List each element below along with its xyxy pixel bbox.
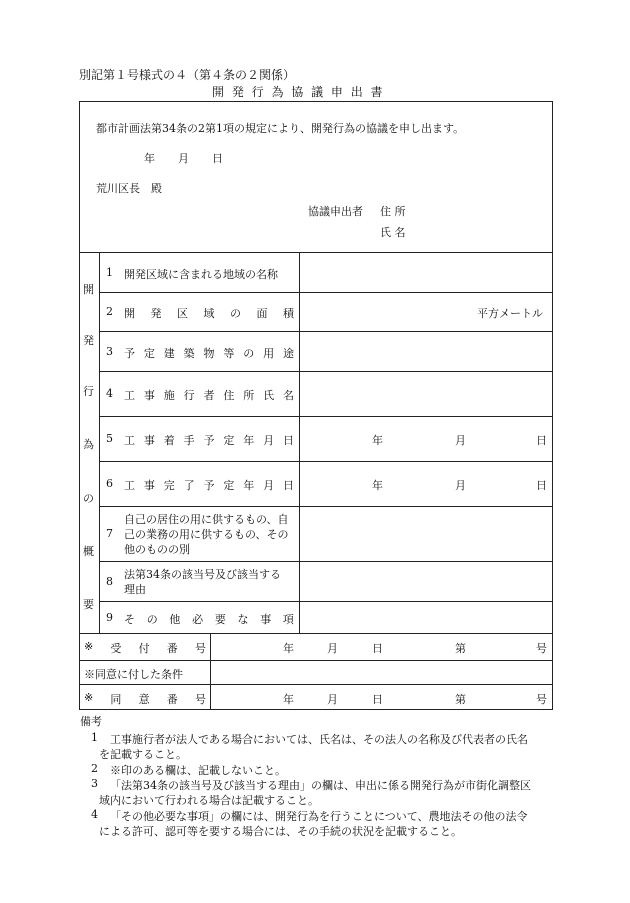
note-line: 工事施行者が法人である場合においては、氏名は、その法人の名称及び代表者の氏名 (110, 733, 528, 746)
consent-year: 年 (283, 693, 294, 706)
row-label-line: 法第34条の該当号及び該当する (124, 568, 281, 581)
consent-day: 日 (372, 693, 383, 706)
start-year: 年 (372, 434, 383, 447)
receipt-day: 日 (372, 642, 383, 655)
row-number: 6 (106, 477, 113, 490)
start-day: 日 (536, 434, 547, 447)
row-label-building-use: 予 定 建 築 物 等 の 用 途 (124, 347, 294, 360)
area-unit: 平方メートル (477, 307, 543, 320)
row-number: 4 (106, 387, 113, 400)
receipt-no: 第 (455, 642, 466, 655)
note-number: 1 (91, 731, 98, 744)
row-label-completion-date: 工 事 完 了 予 定 年 月 日 (124, 479, 294, 492)
side-label-char: の (83, 492, 94, 505)
statement-body: 都市計画法第34条の2第1項の規定により、開発行為の協議を申し出ます。 (96, 122, 465, 135)
row-number: 3 (106, 345, 113, 358)
note-line: 域内において行われる場合は記載すること。 (99, 794, 319, 807)
row-number: 7 (106, 527, 113, 540)
note-line: を記載すること。 (99, 748, 187, 761)
completion-day: 日 (536, 479, 547, 492)
form-reference: 別記第１号様式の４（第４条の２関係） (79, 68, 296, 82)
date-year: 年 (144, 152, 155, 165)
note-line: による許可、認可等を要する場合には、その手続の状況を記載すること。 (99, 825, 462, 838)
consent-go: 号 (536, 693, 547, 706)
note-line: 「その他必要な事項」の欄には、開発行為を行うことについて、農地法その他の法令 (110, 810, 528, 823)
note-number: 3 (91, 777, 98, 790)
row-label-contractor: 工 事 施 行 者 住 所 氏 名 (124, 389, 294, 402)
row-number: 8 (106, 575, 113, 588)
side-label-char: 開 (83, 283, 94, 296)
date-month: 月 (178, 152, 189, 165)
applicant-label: 協議申出者 (308, 205, 363, 218)
note-line: ※印のある欄は、記載しないこと。 (110, 764, 286, 777)
consent-number-label: ※ 同 意 番 号 (84, 691, 206, 706)
consent-no: 第 (455, 693, 466, 706)
addressee: 荒川区長 殿 (96, 182, 162, 195)
row-label-line: 理由 (124, 583, 146, 596)
row-number: 1 (106, 266, 113, 279)
notes-heading: 備考 (80, 715, 102, 728)
start-month: 月 (455, 434, 466, 447)
side-label-char: 為 (83, 438, 94, 451)
row-label-area-size: 開 発 区 域 の 面 積 (124, 307, 294, 320)
row-number: 9 (106, 611, 113, 624)
row-label-other: そ の 他 必 要 な 事 項 (124, 613, 294, 626)
row-label-line: 己の業務の用に供するもの、その (124, 528, 289, 541)
row-label-line: 他のものの別 (124, 543, 190, 556)
side-label-char: 行 (83, 385, 94, 398)
consent-condition-label: ※同意に付した条件 (84, 668, 183, 681)
address-label: 住 所 (380, 205, 406, 218)
consent-month: 月 (327, 693, 338, 706)
row-label-area-name: 開発区域に含まれる地域の名称 (124, 268, 278, 281)
row-number: 2 (106, 305, 113, 318)
row-label-use-type (124, 512, 289, 557)
completion-year: 年 (372, 479, 383, 492)
note-number: 4 (91, 808, 98, 821)
receipt-year: 年 (283, 642, 294, 655)
date-day: 日 (212, 152, 223, 165)
receipt-month: 月 (327, 642, 338, 655)
receipt-go: 号 (536, 642, 547, 655)
row-label-reason (124, 567, 281, 597)
row-number: 5 (106, 432, 113, 445)
completion-month: 月 (455, 479, 466, 492)
document-title: 開 発 行 為 協 議 申 出 書 (212, 85, 385, 99)
row-label-start-date: 工 事 着 手 予 定 年 月 日 (124, 434, 294, 447)
note-line: 「法第34条の該当号及び該当する理由」の欄は、申出に係る開発行為が市街化調整区 (110, 779, 531, 792)
side-label-char: 発 (83, 334, 94, 347)
name-label: 氏 名 (380, 226, 406, 239)
side-label-char: 要 (83, 598, 94, 611)
receipt-number-label: ※ 受 付 番 号 (84, 640, 206, 655)
row-label-line: 自己の居住の用に供するもの、自 (124, 513, 289, 526)
note-number: 2 (91, 762, 98, 775)
side-label-char: 概 (83, 545, 94, 558)
